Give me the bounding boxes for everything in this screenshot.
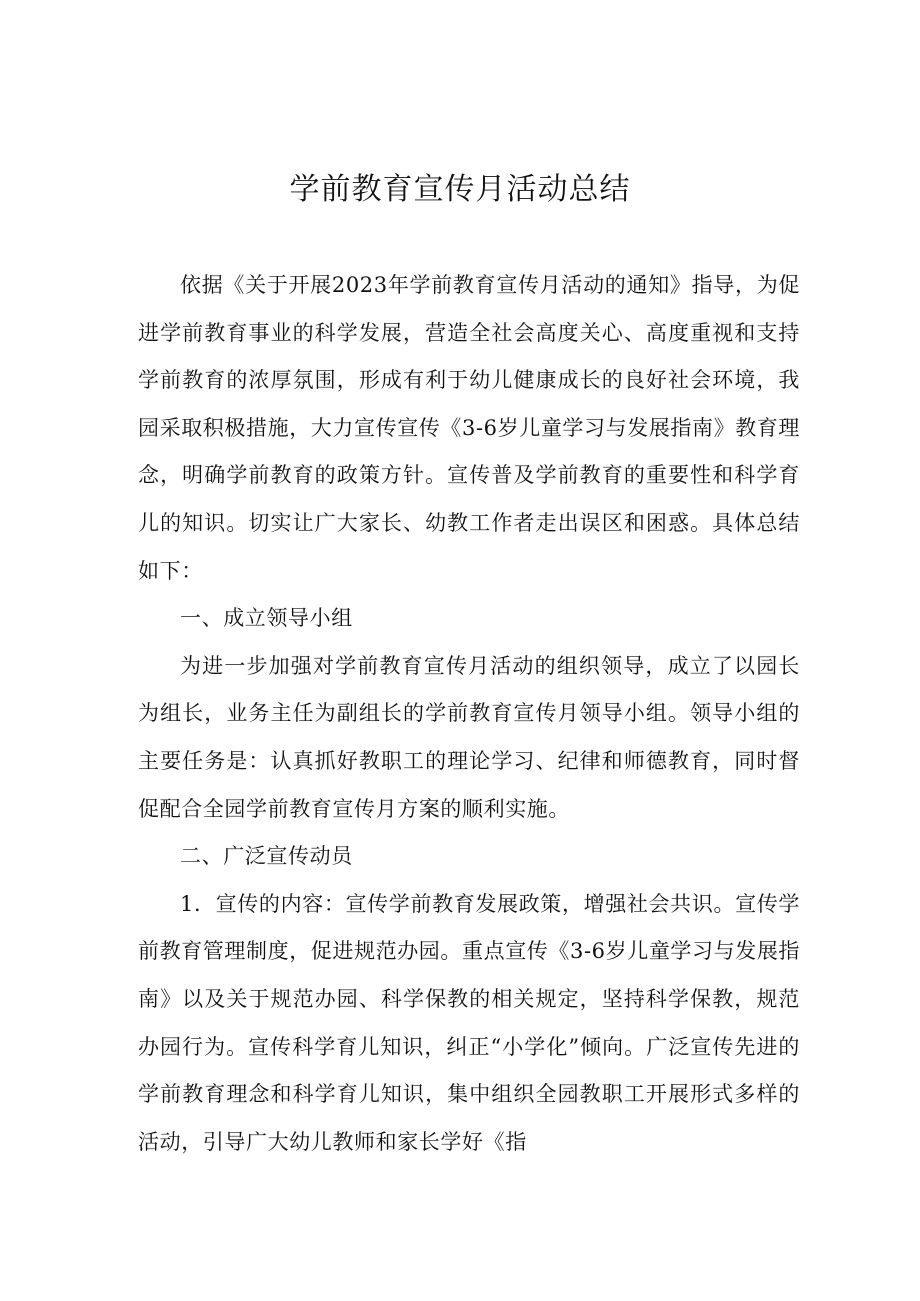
section-heading-publicity-mobilization: 二、广泛宣传动员	[180, 844, 353, 869]
leadership-group-paragraph: 为进一步加强对学前教育宣传月活动的组织领导，成立了以园长为组长，业务主任为副组长的学前教育宣传月领导小组。领导小组的主要任务是：认真抓好教职工的理论学习、纪律和师德教育，同时督促配合全园学前教育宣传月方案的顺利实施。	[138, 653, 800, 821]
document-title: 学前教育宣传月活动总结	[289, 172, 631, 207]
publicity-content-paragraph: 1．宣传的内容：宣传学前教育发展政策，增强社会共识。宣传学前教育管理制度，促进规范办园。重点宣传《3-6岁儿童学习与发展指南》以及关于规范办园、科学保教的相关规定，坚持科学保教，规范办园行为。宣传科学育儿知识，纠正“小学化”倾向。广泛宣传先进的学前教育理念和科学育儿知识，集中组织全园教职工开展形式多样的活动，引导广大幼儿教师和家长学好《指	[138, 891, 801, 1154]
intro-paragraph: 依据《关于开展2023年学前教育宣传月活动的通知》指导，为促进学前教育事业的科学发展，营造全社会高度关心、高度重视和支持学前教育的浓厚氛围，形成有利于幼儿健康成长的良好社会环境，我园采取积极措施，大力宣传宣传《3-6岁儿童学习与发展指南》教育理念，明确学前教育的政策方针。宣传普及学前教育的重要性和科学育儿的知识。切实让广大家长、幼教工作者走出误区和困惑。具体总结如下：	[138, 273, 801, 583]
document-body	[138, 262, 800, 1166]
section-heading-leadership-group: 一、成立领导小组	[180, 606, 353, 631]
